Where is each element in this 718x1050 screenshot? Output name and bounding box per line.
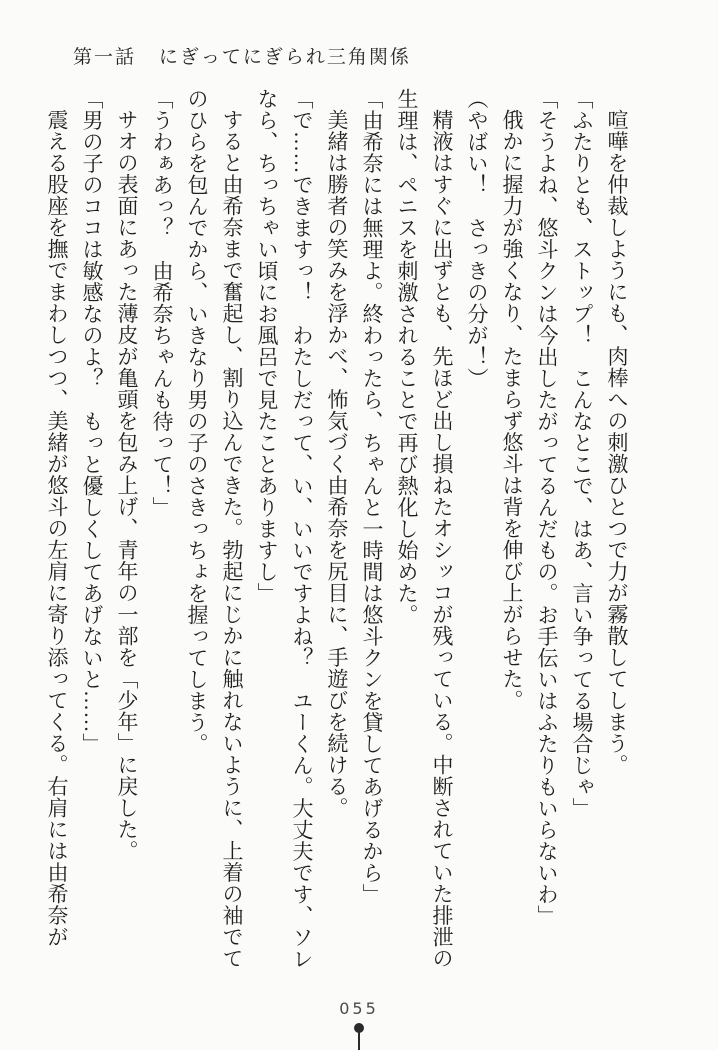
- page-body: [34, 88, 634, 990]
- footer-stem-mark: [358, 1030, 360, 1050]
- paragraph: （やばい！ さっきの分が！）: [465, 88, 489, 389]
- paragraph: 「男の子のココは敏感なのよ？ もっと優しくしてあげないと……」: [80, 88, 104, 755]
- paragraph: 精液はすぐに出ずとも、先ほど出し損ねたオシッコが残っている。中断されていた排泄の生理は、ペニスを刺激されることで再び熱化し始めた。: [395, 88, 454, 969]
- chapter-title: にぎってにぎられ三角関係: [158, 47, 411, 68]
- paragraph: 美緒は勝者の笑みを浮かべ、怖気づく由希奈を尻目に、手遊びを続ける。: [325, 109, 349, 819]
- paragraph: 「そうよね、悠斗クンは今出したがってるんだもの。お手伝いはふたりもいらないわ」: [535, 88, 559, 927]
- paragraph: 「由希奈には無理よ。終わったら、ちゃんと一時間は悠斗クンを貸してあげるから」: [360, 88, 384, 905]
- page-number: 055: [339, 999, 379, 1018]
- paragraph: 「うわぁあっ？ 由希奈ちゃんも待って！」: [150, 88, 174, 518]
- paragraph: 俄かに握力が強くなり、たまらず悠斗は背を伸び上がらせた。: [500, 109, 524, 711]
- paragraph: 喧嘩を仲裁しようにも、肉棒への刺激ひとつで力が霧散してしまう。: [605, 109, 629, 776]
- chapter-header: [73, 42, 411, 69]
- paragraph: 「ふたりとも、ストップ！ こんなとこで、はあ、言い争ってる場合じゃ」: [570, 88, 594, 819]
- paragraph: サオの表面にあった薄皮が亀頭を包み上げ、青年の一部を「少年」に戻した。: [115, 109, 139, 862]
- page-footer: [0, 990, 718, 1050]
- paragraph: 震える股座を撫でまわしつつ、美緒が悠斗の左肩に寄り添ってくる。右肩には由希奈が: [45, 109, 69, 948]
- paragraph: 「で……できますっ！ わたしだって、い、いいですよね？ ユーくん。大丈夫です、ソレなら、ちっちゃい頃にお風呂で見たことありますし」: [255, 88, 314, 970]
- chapter-number: 第一話: [73, 47, 137, 68]
- paragraph: すると由希奈まで奮起し、割り込んできた。勃起にじかに触れないように、上着の袖でてのひらを包んでから、いきなり男の子のさきっちょを握ってしまう。: [185, 88, 244, 969]
